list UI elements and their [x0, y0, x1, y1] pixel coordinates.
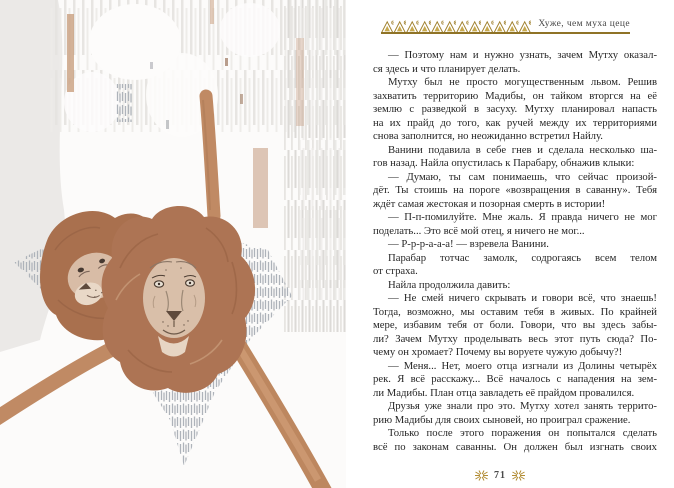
text-line: захватить территорию Мадибы, он тайком вторгся на её — [373, 89, 657, 102]
header-rule — [381, 32, 630, 33]
body-text — [373, 49, 657, 454]
text-line: ли? Зачем Мутху проделывать весь этот путь сюда? По- — [373, 332, 657, 345]
text-line: Друзья уже знали про это. Мутху хотел занять террито- — [388, 400, 657, 412]
text-line: дёт. Ты стоишь на пороге «возвращения в саванну». Тебя — [373, 184, 657, 196]
text-line: рек. Я всё расскажу... Всё началось с нападения на зем- — [373, 373, 657, 385]
page-footer — [373, 470, 627, 481]
sunburst-ornament-icon — [512, 470, 525, 481]
text-line: поделать... Это всё мой отец, я ничего не мог... — [373, 224, 585, 237]
text-line: мере, избавим тебя от боли. Говори, что вы здесь забы- — [373, 319, 657, 331]
text-line: снова заполнится, но неожиданно встретил Найлу. — [373, 130, 603, 142]
text-line: — Думаю, ты сам понимаешь, что сейчас произой- — [388, 170, 657, 183]
text-line: землю с разведкой в засуху. Мутху планировал напасть — [373, 103, 657, 115]
text-line: — Меня... Нет, моего отца изгнали из Долины четырёх — [388, 359, 657, 372]
running-title: Хуже, чем муха цеце — [538, 19, 630, 29]
text-line: рию Мадибы для своих сыновей, но проиграл сражение. — [373, 413, 631, 426]
text-line: гов назад. Найла опустилась к Парабару, обнажив клыки: — [373, 157, 635, 169]
text-line: Найла продолжила давить: — [388, 278, 511, 291]
text-line: — П-п-помилуйте. Мне жаль. Я правда ничего не мог — [388, 211, 657, 223]
text-page — [373, 0, 657, 488]
text-line: Парабар тотчас замолк, содрогаясь всем телом — [388, 251, 657, 264]
text-line: на их прайд до того, как ручей между их территориями — [373, 116, 657, 129]
text-line: Мутху был не просто могущественным львом. Решив — [388, 76, 657, 88]
text-line: — Поэтому нам и нужно узнать, зачем Мутху оказал- — [388, 49, 657, 61]
text-line: — Не смей ничего скрывать и говори всё, что знаешь! — [388, 292, 657, 304]
page-number: 71 — [494, 470, 506, 481]
sunburst-ornament-icon — [475, 470, 488, 481]
text-line: всё по законам саванны. Он должен был изгнать своих — [373, 440, 657, 453]
text-line: Только после этого поражения он попытался сделать — [388, 427, 657, 439]
text-line: чему он хромает? Почему вы воруете чужую добычу?! — [373, 346, 623, 358]
running-head — [373, 17, 657, 35]
text-line: ждёт самая жестокая и позорная смерть в истории! — [373, 197, 606, 210]
text-line: Ванини подавила в себе гнев и сделала несколько ша- — [388, 143, 657, 156]
text-line: ся здесь и что планирует делать. — [373, 62, 521, 75]
text-line: ли Мадибы. План отца завладеть её прайдом провалился. — [373, 386, 635, 399]
text-line: — Р-р-р-а-а-а! — взревела Ванини. — [388, 238, 549, 250]
text-line: Тогда, возможно, мы оставим тебя в живых. По крайней — [373, 305, 657, 318]
text-line: от страха. — [373, 265, 418, 277]
